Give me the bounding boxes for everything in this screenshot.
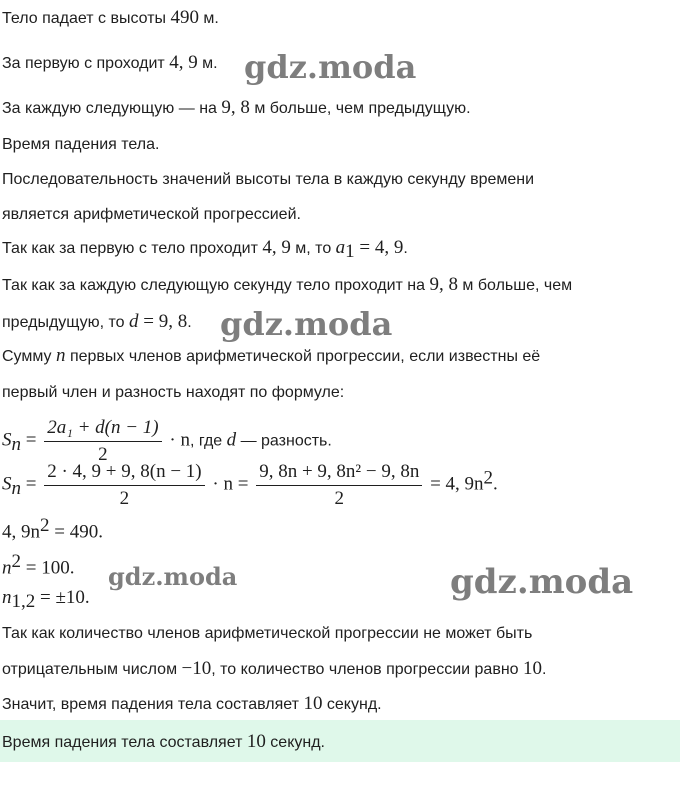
math: 10 xyxy=(523,658,542,679)
math: n xyxy=(56,345,66,366)
text: Время падения тела составляет xyxy=(2,734,247,751)
formula-equation xyxy=(2,516,103,543)
answer-box xyxy=(0,720,680,762)
math: 4, 9n xyxy=(2,521,40,543)
fraction-denominator: 2 xyxy=(334,488,344,509)
text: первый член и разность находят по формуле: xyxy=(2,384,345,401)
text: Так как за первую с тело проходит xyxy=(2,240,263,257)
text-line xyxy=(2,170,534,190)
formula-substitution xyxy=(2,462,498,509)
math: · n xyxy=(164,429,190,451)
math: = xyxy=(21,429,42,451)
text-line xyxy=(2,624,532,644)
math: = xyxy=(21,473,42,495)
watermark: gdz.moda xyxy=(450,562,634,602)
text: м. xyxy=(197,55,218,72)
text-line xyxy=(2,98,471,119)
math: = ±10. xyxy=(35,587,90,608)
text: секунд. xyxy=(322,696,382,713)
text: Так как количество членов арифметической прогрессии не может быть xyxy=(2,625,533,642)
fraction-denominator: 2 xyxy=(98,444,108,465)
text: Значит, время падения тела составляет xyxy=(2,696,304,713)
math: = 490. xyxy=(49,521,103,543)
fraction xyxy=(256,462,422,509)
text-line xyxy=(2,275,572,296)
text: секунд. xyxy=(265,734,325,751)
math: a xyxy=(335,237,346,258)
formula-equation xyxy=(2,552,74,579)
text: Тело падает с высоты xyxy=(2,10,171,27)
formula-equation xyxy=(2,588,90,612)
text: , то количество членов прогрессии равно xyxy=(211,661,523,678)
math: n xyxy=(2,557,12,579)
math-superscript: 2 xyxy=(483,467,494,489)
math: −10 xyxy=(181,658,212,679)
math: = 4, 9n xyxy=(425,473,484,495)
math-subscript: 1 xyxy=(345,241,355,263)
text: отрицательным числом xyxy=(2,661,182,678)
formula-sum xyxy=(2,418,332,465)
text-line xyxy=(2,312,192,333)
fraction xyxy=(44,462,204,509)
text-line xyxy=(2,238,408,262)
text: Сумму xyxy=(2,348,56,365)
text: является арифметической прогрессией. xyxy=(2,206,301,223)
math: 4, 9 xyxy=(262,237,291,258)
watermark: gdz.moda xyxy=(244,48,417,86)
math: = 100. xyxy=(21,557,75,579)
math: 4, 9 xyxy=(169,52,198,73)
text: Последовательность значений высоты тела в каждую секунду времени xyxy=(2,171,535,188)
text: м, то xyxy=(290,240,336,257)
text: , где xyxy=(189,432,227,450)
text: . xyxy=(403,240,408,257)
text: м больше, чем xyxy=(457,277,573,294)
math: 10 xyxy=(246,731,266,752)
math: 9, 8 xyxy=(221,97,250,118)
math: = 9, 8 xyxy=(138,311,188,332)
answer-text xyxy=(2,731,325,753)
watermark: gdz.moda xyxy=(108,562,238,591)
text: первых членов арифметической прогрессии, если известны её xyxy=(65,348,541,365)
math: 490 xyxy=(170,7,199,28)
fraction-numerator: 2a₁ + d(n − 1) xyxy=(44,418,161,442)
math: d xyxy=(129,311,139,332)
math: S xyxy=(2,429,12,451)
math-subscript: n xyxy=(11,477,21,499)
text: Так как за каждую следующую секунду тело проходит на xyxy=(2,277,430,294)
math: · n = xyxy=(207,473,254,495)
text: предыдущую, то xyxy=(2,314,130,331)
text: м больше, чем предыдущую. xyxy=(249,100,471,117)
math-subscript: 1,2 xyxy=(11,591,36,613)
math: . xyxy=(493,473,498,495)
text-line xyxy=(2,659,546,680)
text-line xyxy=(2,205,301,225)
watermark: gdz.moda xyxy=(220,305,393,343)
fraction-numerator: 9, 8n + 9, 8n² − 9, 8n xyxy=(256,462,422,486)
math: d xyxy=(226,429,237,451)
text: За первую с проходит xyxy=(2,55,170,72)
text: — разность. xyxy=(236,432,332,450)
text-line xyxy=(2,53,218,74)
text: . xyxy=(542,661,547,678)
math: = 4, 9 xyxy=(354,237,404,258)
text-line xyxy=(2,135,159,155)
text: . xyxy=(187,314,192,331)
text-line xyxy=(2,383,344,403)
math-superscript: 2 xyxy=(11,551,21,572)
fraction-numerator: 2 · 4, 9 + 9, 8(n − 1) xyxy=(44,462,204,486)
text-line xyxy=(2,8,219,29)
math-subscript: n xyxy=(11,433,21,455)
text: За каждую следующую — на xyxy=(2,100,222,117)
math-superscript: 2 xyxy=(40,515,50,536)
text: м. xyxy=(198,10,219,27)
math: 10 xyxy=(303,693,323,714)
math: S xyxy=(2,473,12,495)
text: Время падения тела. xyxy=(2,136,160,153)
fraction xyxy=(44,418,161,465)
math: n xyxy=(2,587,12,608)
text-line xyxy=(2,346,540,367)
fraction-denominator: 2 xyxy=(119,488,130,509)
math: 9, 8 xyxy=(429,274,458,295)
text-line xyxy=(2,694,382,715)
